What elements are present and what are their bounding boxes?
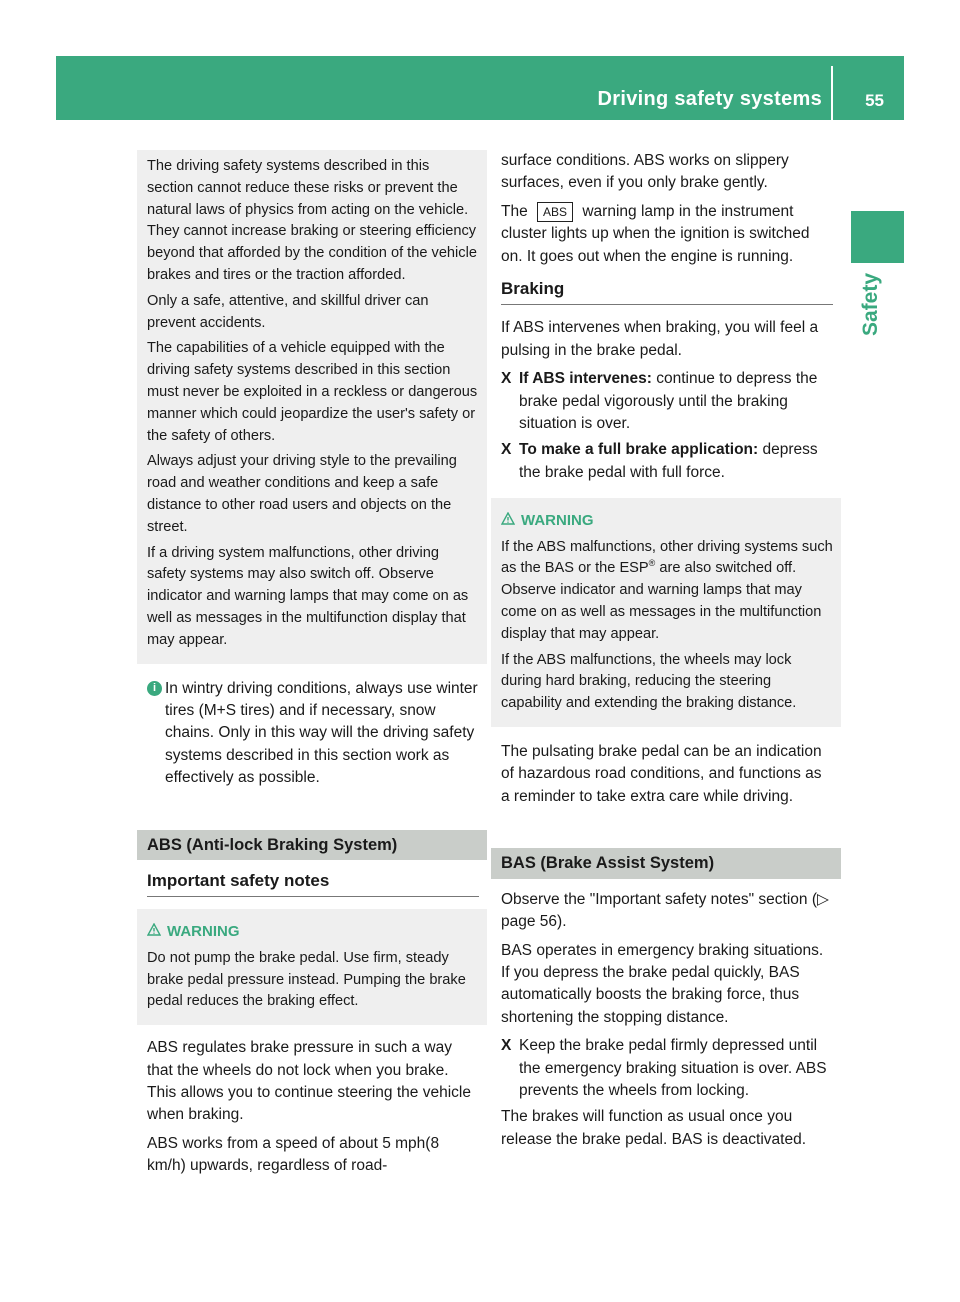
info-icon: i xyxy=(147,681,162,696)
abs-paragraph: ABS works from a speed of about 5 mph(8 km/h) upwards, regardless of road- xyxy=(147,1134,440,1175)
box-paragraph: Only a safe, attentive, and skillful driver can prevent accidents. xyxy=(147,292,429,331)
page-header xyxy=(56,56,904,120)
warning-box xyxy=(491,498,841,727)
warning-triangle-icon xyxy=(147,921,167,943)
step-text: Keep the brake pedal firmly depressed until the emergency braking situation is over. ABS prevents the wheels from locking. xyxy=(519,1037,827,1099)
warning-text: Do not pump the brake pedal. Use firm, steady brake pedal pressure instead. Pumping the brake pedal reduces the braking effect. xyxy=(147,949,466,1010)
bas-reference xyxy=(501,889,833,934)
box-paragraph: If a driving system malfunctions, other driving safety systems may also switch off. Observe indicator and warning lamps that may come on as well as messages in the multifunction display that may appear. xyxy=(147,544,469,648)
bas-ref-text: Observe the "Important safety notes" section ( xyxy=(501,890,817,908)
step-item xyxy=(501,439,833,484)
box-paragraph: The capabilities of a vehicle equipped with the driving safety systems described in this section must never be exploited in a reckless or dangerous manner which could jeopardize the user's safety or the safety of others. xyxy=(147,340,478,444)
warning-triangle-icon xyxy=(501,510,521,532)
step-arrow-icon: X xyxy=(501,1037,512,1055)
abs-warning-lamp-icon: ABS xyxy=(537,202,573,222)
right-column xyxy=(501,150,833,1157)
box-paragraph: Always adjust your driving style to the prevailing road and weather conditions and keep a safe distance to other road users and objects on the street. xyxy=(147,453,457,535)
lamp-before-text: The xyxy=(501,202,528,220)
bas-paragraph: BAS operates in emergency braking situations. If you depress the brake pedal quickly, BAS automatically boosts the braking force, thus shortening the stopping distance. xyxy=(501,941,824,1026)
warning-title xyxy=(147,921,479,943)
step-item xyxy=(501,1035,833,1102)
warning-title-text: WARNING xyxy=(521,512,594,530)
step-bold: To make a full brake application: xyxy=(519,441,759,459)
abs-paragraph: ABS regulates brake pressure in such a way that the wheels do not lock when you brake. This allows you to continue steering the vehicle when braking. xyxy=(147,1039,471,1124)
warning-text-a: If the ABS malfunctions, other driving systems such as the BAS or the ESP xyxy=(501,538,833,577)
step-arrow-icon: X xyxy=(501,441,512,459)
side-tab-label: Safety xyxy=(859,272,882,336)
header-title: Driving safety systems xyxy=(597,88,822,110)
abs-lamp-paragraph xyxy=(501,201,833,268)
info-text: In wintry driving conditions, always use winter tires (M+S tires) and if necessary, snow chains. Only in this way will the driving safety systems described in this section work as effectively as possible. xyxy=(165,679,478,787)
warning-text-b: are also switched off. Observe indicator and warning lamps that may come on as well as messages in the multifunction display that may appear. xyxy=(501,560,822,642)
safety-notes-box xyxy=(137,150,487,664)
important-safety-notes-heading: Important safety notes xyxy=(147,870,479,897)
page-ref-arrow-icon: ▷ xyxy=(817,890,829,908)
page-number: 55 xyxy=(865,91,884,110)
abs-paragraph-continued: surface conditions. ABS works on slippery surfaces, even if you only brake gently. xyxy=(501,152,789,192)
step-item xyxy=(501,368,833,435)
warning-text xyxy=(501,537,833,646)
lamp-after-text: warning lamp in the instrument cluster lights up when the ignition is switched on. It goes out when the engine is running. xyxy=(501,202,810,265)
left-column xyxy=(147,150,479,1184)
page-link[interactable]: page 56). xyxy=(501,913,567,931)
step-text: continue to depress the brake pedal vigorously until the braking situation is over. xyxy=(519,370,818,433)
header-separator xyxy=(831,66,833,120)
abs-section-title: ABS (Anti-lock Braking System) xyxy=(137,830,487,860)
step-arrow-icon: X xyxy=(501,370,512,388)
pulsing-paragraph: The pulsating brake pedal can be an indication of hazardous road conditions, and functions as a reminder to take extra care while driving. xyxy=(501,743,822,805)
warning-title-text: WARNING xyxy=(167,923,240,941)
step-bold: If ABS intervenes: xyxy=(519,370,652,388)
warning-box xyxy=(137,909,487,1025)
final-paragraph: The brakes will function as usual once you release the brake pedal. BAS is deactivated. xyxy=(501,1108,807,1148)
bas-section-title: BAS (Brake Assist System) xyxy=(491,848,841,878)
box-paragraph: The driving safety systems described in this section cannot reduce these risks or prevent the natural laws of physics from acting on the vehicle. They cannot increase braking or steering efficiency beyond that afforded by the condition of the vehicle brakes and tires or the traction afforded. xyxy=(147,158,477,283)
braking-intro: If ABS intervenes when braking, you will feel a pulsing in the brake pedal. xyxy=(501,319,819,359)
info-note xyxy=(147,678,479,790)
side-tab-marker xyxy=(851,211,904,263)
warning-text: If the ABS malfunctions, the wheels may lock during hard braking, reducing the steering capability and extending the braking distance. xyxy=(501,651,797,712)
registered-mark: ® xyxy=(648,558,656,569)
step-text: depress the brake pedal with full force. xyxy=(519,441,818,481)
braking-heading: Braking xyxy=(501,278,833,305)
warning-title xyxy=(501,510,833,532)
